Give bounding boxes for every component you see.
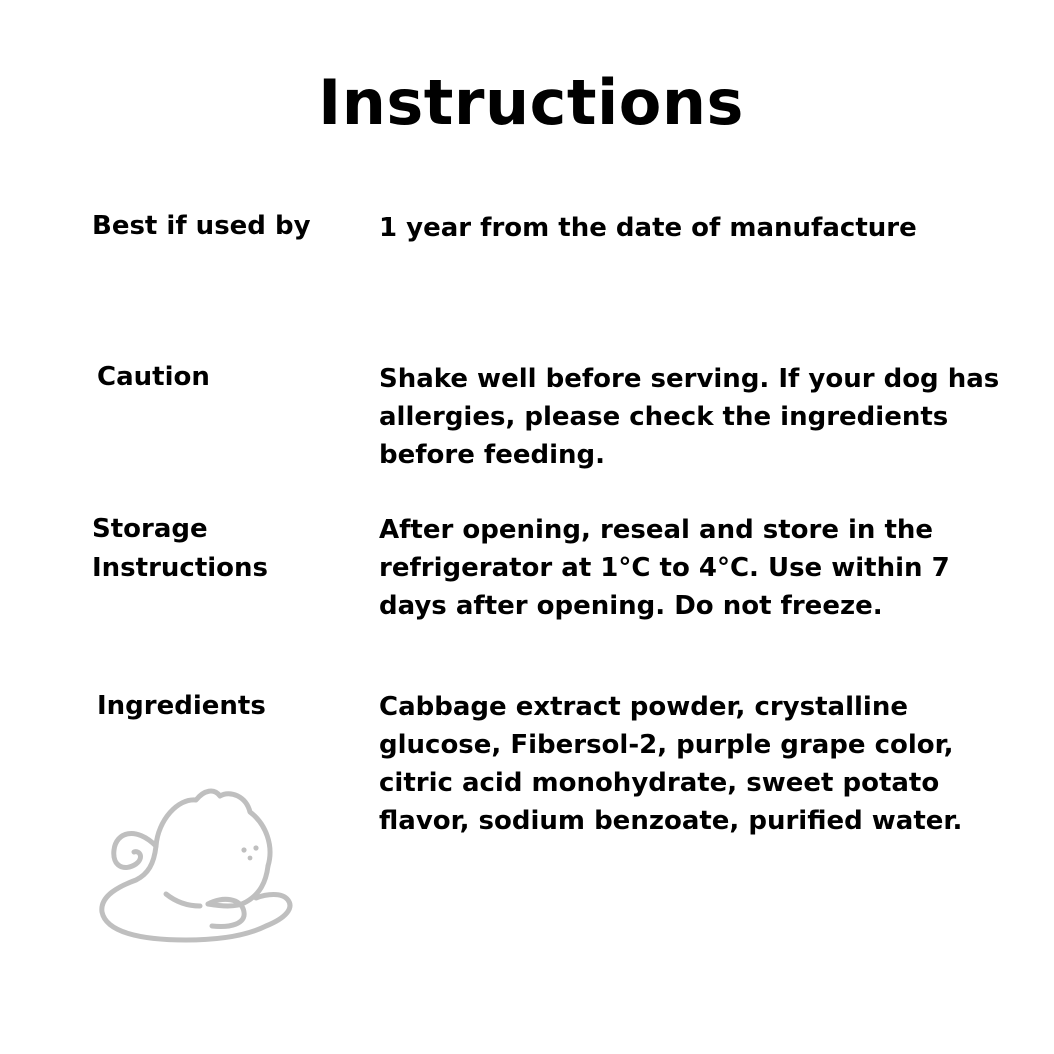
label-ingredients: Ingredients xyxy=(97,691,266,721)
text-best-if-used-by: 1 year from the date of manufacture xyxy=(379,213,917,243)
dog-illustration-icon xyxy=(96,784,300,954)
text-caution: Shake well before serving. If your dog has allergies, please check the ingredients before feeding. xyxy=(379,364,1000,470)
label-storage-instructions: Storage Instructions xyxy=(92,514,269,583)
page-title: Instructions xyxy=(318,66,744,139)
label-best-if-used-by: Best if used by xyxy=(92,211,311,241)
text-storage-instructions: After opening, reseal and store in the refrigerator at 1°C to 4°C. Use within 7 days after opening. Do not freeze. xyxy=(379,515,950,621)
text-ingredients: Cabbage extract powder, crystalline glucose, Fibersol-2, purple grape color, citric acid monohydrate, sweet potato flavor, sodium benzoate, purified water. xyxy=(379,692,963,836)
label-caution: Caution xyxy=(97,362,210,392)
